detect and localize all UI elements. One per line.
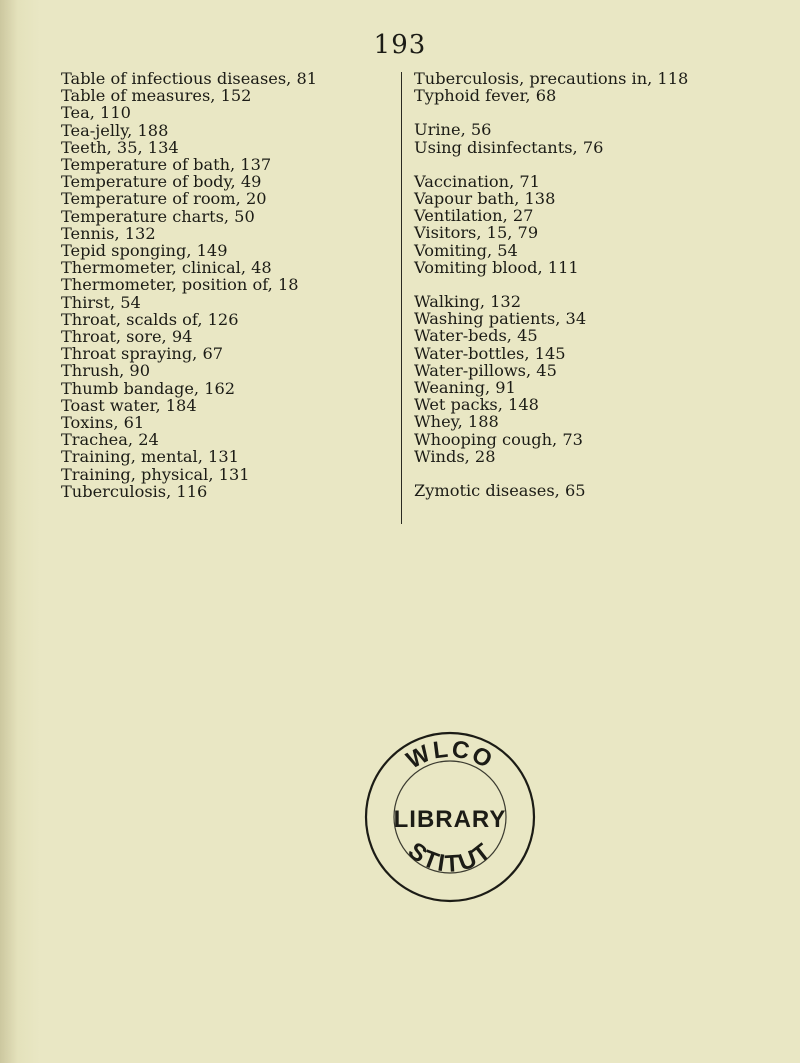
index-entry: Temperature of body, 49 — [61, 172, 262, 192]
index-entry: Using disinfectants, 76 — [414, 137, 604, 157]
index-entry: Washing patients, 34 — [414, 309, 587, 329]
index-entry: Throat, sore, 94 — [61, 327, 193, 347]
index-entry: Vaccination, 71 — [414, 171, 540, 191]
index-entry: Wet packs, 148 — [414, 395, 539, 415]
index-entry: Thrush, 90 — [61, 361, 151, 381]
index-entry: Trachea, 24 — [61, 430, 159, 450]
index-entry: Thumb bandage, 162 — [61, 378, 236, 398]
index-entry: Winds, 28 — [414, 446, 496, 466]
index-entry: Water-pillows, 45 — [414, 360, 557, 380]
library-stamp — [360, 727, 540, 907]
index-entry: Throat, scalds of, 126 — [61, 309, 239, 329]
index-entry: Vomiting, 54 — [414, 240, 518, 260]
index-entry: Tepid sponging, 149 — [61, 241, 228, 261]
index-entry: Urine, 56 — [414, 120, 492, 140]
index-entry: Training, physical, 131 — [61, 464, 250, 484]
index-entry: Water-bottles, 145 — [414, 343, 566, 363]
index-entry: Typhoid fever, 68 — [414, 86, 557, 106]
column-divider — [401, 72, 402, 524]
stamp-bottom-text: STITUT — [402, 837, 498, 879]
index-entry: Thermometer, position of, 18 — [61, 275, 299, 295]
index-entry: Table of measures, 152 — [61, 86, 252, 106]
letter-group-gap — [414, 156, 794, 173]
index-entry: Tuberculosis, precautions in, 118 — [414, 69, 689, 88]
index-entry: Vapour bath, 138 — [414, 189, 556, 209]
index-entry: Weaning, 91 — [414, 378, 516, 398]
index-entry: Ventilation, 27 — [414, 206, 534, 226]
index-entry: Vomiting blood, 111 — [414, 257, 579, 277]
index-entry: Tea-jelly, 188 — [61, 120, 169, 140]
index-entry: Water-beds, 45 — [414, 326, 538, 346]
page-number: 193 — [373, 30, 427, 60]
index-entry: Training, mental, 131 — [61, 447, 239, 467]
index-entry: Throat spraying, 67 — [61, 344, 224, 364]
index-entry: Thirst, 54 — [61, 292, 141, 312]
index-entry: Thermometer, clinical, 48 — [61, 258, 272, 278]
letter-group-gap — [414, 276, 794, 293]
index-entry: Temperature of room, 20 — [61, 189, 267, 209]
index-entry: Whey, 188 — [414, 412, 499, 432]
index-entry: Whooping cough, 73 — [414, 429, 583, 449]
index-entry: Teeth, 35, 134 — [61, 137, 179, 157]
stamp-top-text: WLCO — [402, 735, 499, 775]
index-entry: Toxins, 61 — [61, 413, 145, 433]
index-entry: Visitors, 15, 79 — [414, 223, 539, 243]
index-entry: Tuberculosis, 116 — [61, 481, 208, 501]
index-entry: Temperature charts, 50 — [61, 206, 255, 226]
index-entry: Walking, 132 — [414, 292, 522, 312]
letter-group-gap — [414, 465, 794, 482]
index-entry: Temperature of bath, 137 — [61, 155, 272, 175]
index-column-left — [61, 70, 397, 500]
stamp-center-text: LIBRARY — [393, 806, 507, 833]
index-entry: Zymotic diseases, 65 — [414, 481, 586, 501]
index-column-right — [414, 70, 794, 499]
index-entry: Tea, 110 — [61, 103, 131, 123]
index-entry: Toast water, 184 — [61, 395, 197, 415]
index-entry: Table of infectious diseases, 81 — [61, 69, 318, 88]
index-entry: Tennis, 132 — [61, 223, 156, 243]
letter-group-gap — [414, 104, 794, 121]
